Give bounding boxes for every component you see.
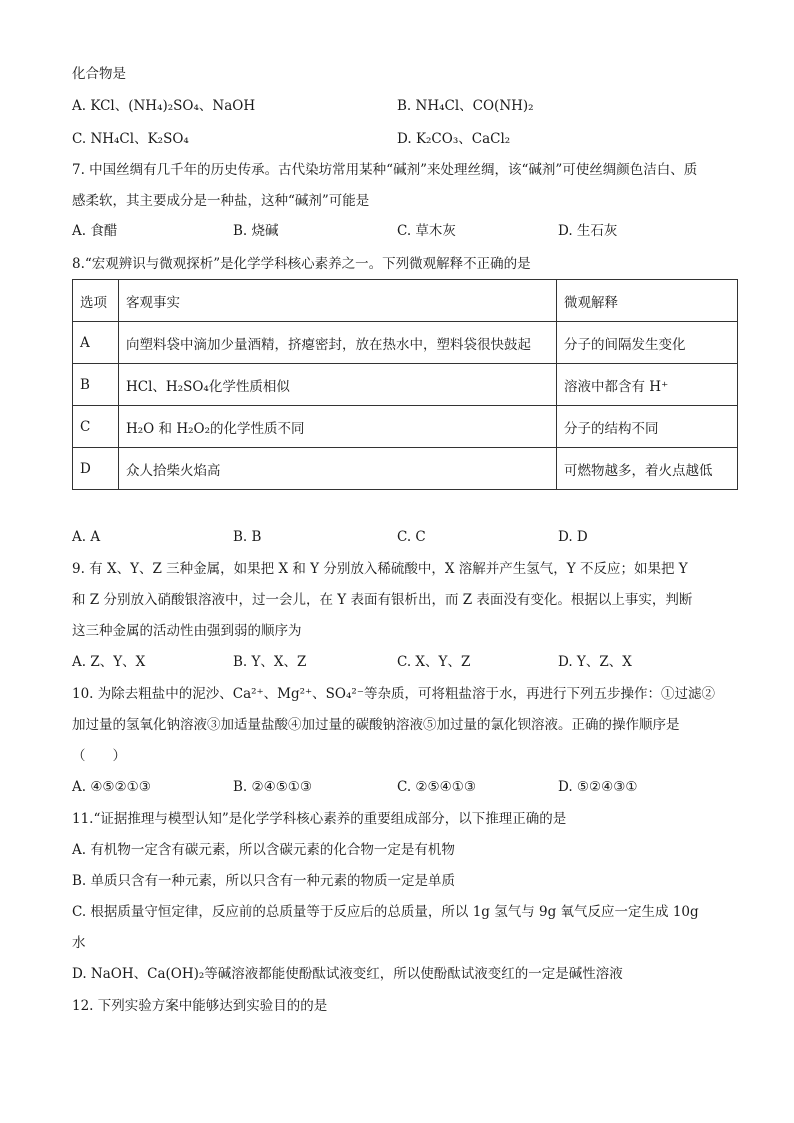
q11-stem: 11.“证据推理与模型认知”是化学学科核心素养的重要组成部分，以下推理正确的是 [72,811,567,827]
q10-option-c: C. ②⑤④①③ [397,779,476,795]
q8-option-d: D. D [558,529,588,545]
table-row [73,322,738,364]
q9-option-c: C. X、Y、Z [397,654,471,670]
q8-table [72,279,738,490]
q8-stem: 8.“宏观辨识与微观探析”是化学学科核心素养之一。下列微观解释不正确的是 [72,256,531,272]
q7-option-d: D. 生石灰 [558,223,618,239]
row-fact: HCl、H₂SO₄化学性质相似 [119,364,557,406]
q10-stem-line3: （ ） [72,748,126,764]
q9-stem-line2: 和 Z 分别放入硝酸银溶液中，过一会儿，在 Y 表面有银析出，而 Z 表面没有变化。根据以上事实，判断 [72,592,693,608]
q10-stem-line2: 加过量的氢氧化钠溶液③加适量盐酸④加过量的碳酸钠溶液⑤加过量的氯化钡溶液。正确的操作顺序是 [72,717,680,733]
q6-option-b: B. NH₄Cl、CO(NH)₂ [397,98,534,114]
q11-option-c-line1: C. 根据质量守恒定律，反应前的总质量等于反应后的总质量，所以 1g 氢气与 9g 氧气反应一定生成 10g [72,904,699,920]
q9-option-b: B. Y、X、Z [233,654,307,670]
header-fact: 客观事实 [119,280,557,322]
row-explanation: 溶液中都含有 H⁺ [557,364,738,406]
q8-option-a: A. A [72,529,101,545]
row-explanation: 分子的结构不同 [557,406,738,448]
q9-option-a: A. Z、Y、X [72,654,146,670]
table-row [73,448,738,490]
q6-option-d: D. K₂CO₃、CaCl₂ [397,131,511,147]
header-option: 选项 [73,280,119,322]
q7-stem-line1: 7. 中国丝绸有几千年的历史传承。古代染坊常用某种“碱剂”来处理丝绸，该“碱剂”可使丝绸颜色洁白、质 [72,162,698,178]
q8-option-b: B. B [233,529,262,545]
q9-stem-line3: 这三种金属的活动性由强到弱的顺序为 [72,623,302,639]
q10-stem-line1: 10. 为除去粗盐中的泥沙、Ca²⁺、Mg²⁺、SO₄²⁻等杂质，可将粗盐溶于水，再进行下列五步操作：①过滤② [72,686,715,702]
q6-option-a: A. KCl、(NH₄)₂SO₄、NaOH [72,98,256,114]
row-fact: 众人拾柴火焰高 [119,448,557,490]
table-row [73,406,738,448]
table-row [73,364,738,406]
q7-option-a: A. 食醋 [72,223,118,239]
q7-stem-line2: 感柔软，其主要成分是一种盐，这种“碱剂”可能是 [72,193,370,209]
row-option: A [73,322,119,364]
q9-stem-line1: 9. 有 X、Y、Z 三种金属，如果把 X 和 Y 分别放入稀硫酸中，X 溶解并产生氢气，Y 不反应；如果把 Y [72,561,688,577]
row-explanation: 可燃物越多，着火点越低 [557,448,738,490]
q11-option-c-line2: 水 [72,935,86,951]
q10-option-a: A. ④⑤②①③ [72,779,151,795]
q9-option-d: D. Y、Z、X [558,654,632,670]
q6-option-c: C. NH₄Cl、K₂SO₄ [72,131,189,147]
q7-option-c: C. 草木灰 [397,223,456,239]
q8-option-c: C. C [397,529,426,545]
q11-option-d: D. NaOH、Ca(OH)₂等碱溶液都能使酚酞试液变红，所以使酚酞试液变红的一定是碱性溶液 [72,966,623,982]
q12-stem: 12. 下列实验方案中能够达到实验目的的是 [72,998,328,1014]
row-fact: 向塑料袋中滴加少量酒精，挤瘪密封，放在热水中，塑料袋很快鼓起 [119,322,557,364]
table-header-row [73,280,738,322]
q11-option-a: A. 有机物一定含有碳元素，所以含碳元素的化合物一定是有机物 [72,842,455,858]
q7-option-b: B. 烧碱 [233,223,279,239]
q6-stem-tail: 化合物是 [72,66,126,82]
row-option: C [73,406,119,448]
row-option: B [73,364,119,406]
row-explanation: 分子的间隔发生变化 [557,322,738,364]
row-fact: H₂O 和 H₂O₂的化学性质不同 [119,406,557,448]
q11-option-b: B. 单质只含有一种元素，所以只含有一种元素的物质一定是单质 [72,873,456,889]
q10-option-b: B. ②④⑤①③ [233,779,313,795]
row-option: D [73,448,119,490]
q10-option-d: D. ⑤②④③① [558,779,638,795]
header-explanation: 微观解释 [557,280,738,322]
